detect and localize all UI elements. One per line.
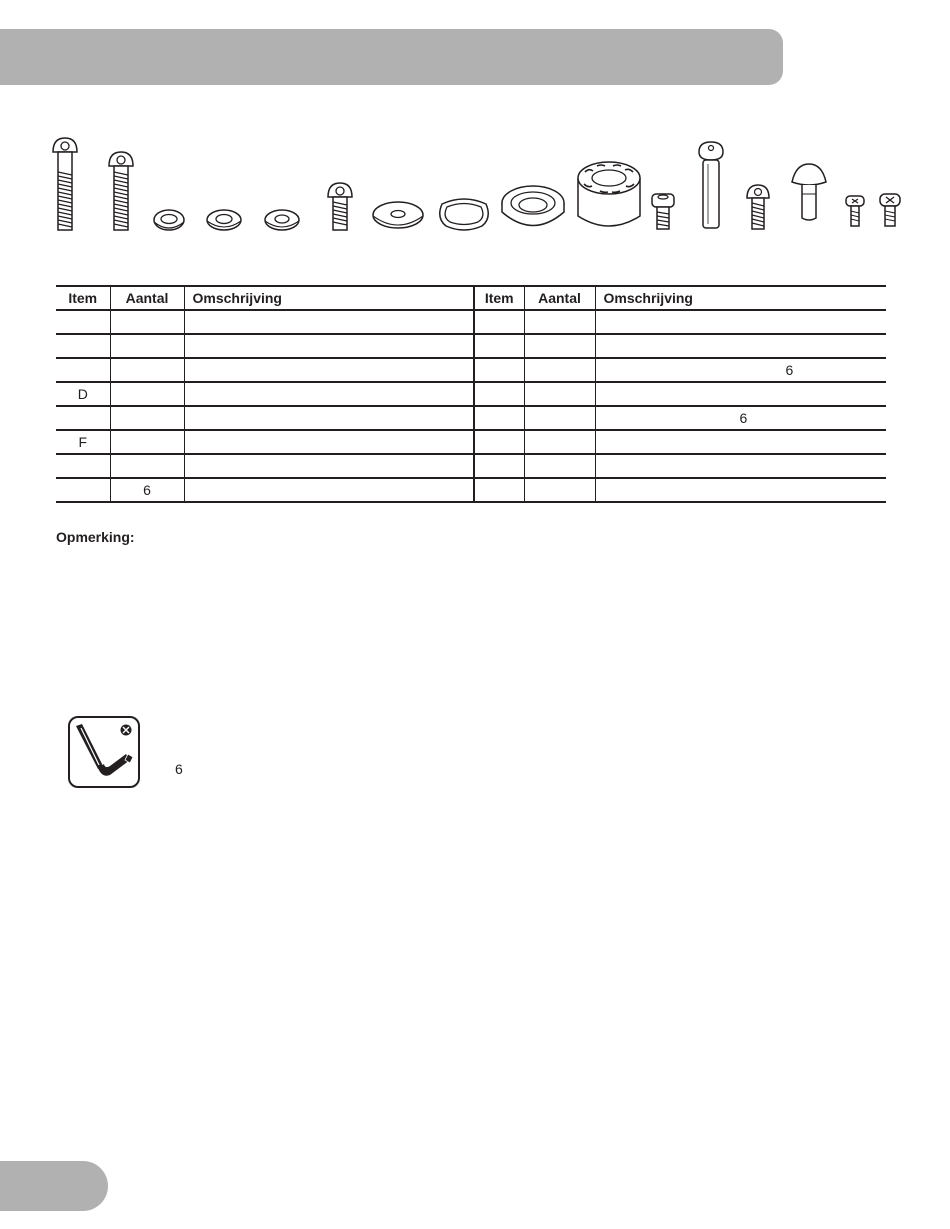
- tool-count: 6: [175, 761, 183, 777]
- cell-aantal-2: [524, 406, 595, 430]
- cell-item: [56, 334, 110, 358]
- flat-washer-icon: [205, 208, 243, 232]
- header-item-2: Item: [474, 286, 524, 310]
- long-button-head-bolt-icon: [50, 136, 80, 232]
- header-item: Item: [56, 286, 110, 310]
- cell-aantal: [110, 430, 184, 454]
- table-row: [56, 358, 886, 382]
- cell-aantal: [110, 310, 184, 334]
- hardware-strip: [0, 128, 950, 238]
- table-row: [56, 454, 886, 478]
- curved-spring-washer-icon: [436, 196, 492, 232]
- cell-omschrijving-2: [595, 334, 886, 358]
- table-row: [56, 310, 886, 334]
- cell-omschrijving-2: [595, 310, 886, 334]
- cell-aantal-2: [524, 310, 595, 334]
- table-row: [56, 478, 886, 502]
- tiny-phillips-screw-icon: [844, 194, 866, 228]
- cell-aantal: [110, 382, 184, 406]
- table-row: [56, 430, 886, 454]
- flat-washer-small-icon: [263, 208, 301, 232]
- split-lock-washer-icon: [152, 208, 186, 232]
- cell-aantal-2: [524, 334, 595, 358]
- cell-aantal-2: [524, 382, 595, 406]
- table-row: [56, 406, 886, 430]
- cell-omschrijving: [184, 310, 474, 334]
- cell-item: [56, 358, 110, 382]
- cell-omschrijving-2: 6: [595, 406, 886, 430]
- axle-pin-icon: [696, 140, 726, 232]
- allen-screwdriver-tool-icon: [70, 718, 138, 786]
- cell-item-2: [474, 310, 524, 334]
- cell-omschrijving: [184, 454, 474, 478]
- bushing-sleeve-icon: [576, 160, 642, 232]
- header-omschrijving-2: Omschrijving: [595, 286, 886, 310]
- cell-aantal: [110, 454, 184, 478]
- small-button-bolt-icon: [744, 183, 772, 232]
- cell-item: F: [56, 430, 110, 454]
- cell-omschrijving-2: [595, 478, 886, 502]
- cell-aantal-2: [524, 430, 595, 454]
- tool-box: [68, 716, 140, 788]
- cell-omschrijving-2: [595, 430, 886, 454]
- table-header-row: [56, 286, 886, 310]
- header-aantal-2: Aantal: [524, 286, 595, 310]
- table-row: [56, 382, 886, 406]
- cell-item-2: [474, 334, 524, 358]
- cell-aantal: [110, 358, 184, 382]
- header-aantal: Aantal: [110, 286, 184, 310]
- cell-item-2: [474, 430, 524, 454]
- cell-aantal-2: [524, 358, 595, 382]
- cell-item: D: [56, 382, 110, 406]
- note-label: Opmerking:: [56, 529, 135, 545]
- cell-item-2: [474, 406, 524, 430]
- cell-aantal: [110, 406, 184, 430]
- tiny-phillips-screw-2-icon: [878, 192, 902, 228]
- cell-aantal: [110, 334, 184, 358]
- cell-omschrijving: [184, 334, 474, 358]
- cell-omschrijving: [184, 478, 474, 502]
- cell-omschrijving: [184, 358, 474, 382]
- button-head-bolt-icon: [106, 150, 136, 232]
- cell-item: [56, 406, 110, 430]
- cell-item-2: [474, 478, 524, 502]
- cell-omschrijving-2: [595, 382, 886, 406]
- thick-spacer-washer-icon: [500, 183, 566, 232]
- header-omschrijving: Omschrijving: [184, 286, 474, 310]
- cell-aantal: 6: [110, 478, 184, 502]
- parts-table: [56, 285, 886, 503]
- carriage-bolt-icon: [790, 162, 828, 222]
- cell-omschrijving-2: [595, 454, 886, 478]
- table-row: [56, 334, 886, 358]
- cell-aantal-2: [524, 454, 595, 478]
- small-screw-icon: [650, 192, 676, 232]
- cell-item: [56, 478, 110, 502]
- cell-aantal-2: [524, 478, 595, 502]
- cell-item-2: [474, 358, 524, 382]
- cell-item: [56, 310, 110, 334]
- cell-item-2: [474, 382, 524, 406]
- large-flat-washer-icon: [371, 200, 425, 232]
- cell-omschrijving-2: 6: [595, 358, 886, 382]
- cell-omschrijving: [184, 382, 474, 406]
- cell-item: [56, 454, 110, 478]
- footer-page-tab: [0, 1161, 108, 1211]
- short-button-head-bolt-icon: [325, 181, 355, 232]
- cell-item-2: [474, 454, 524, 478]
- cell-omschrijving: [184, 430, 474, 454]
- cell-omschrijving: [184, 406, 474, 430]
- header-bar: [0, 29, 783, 85]
